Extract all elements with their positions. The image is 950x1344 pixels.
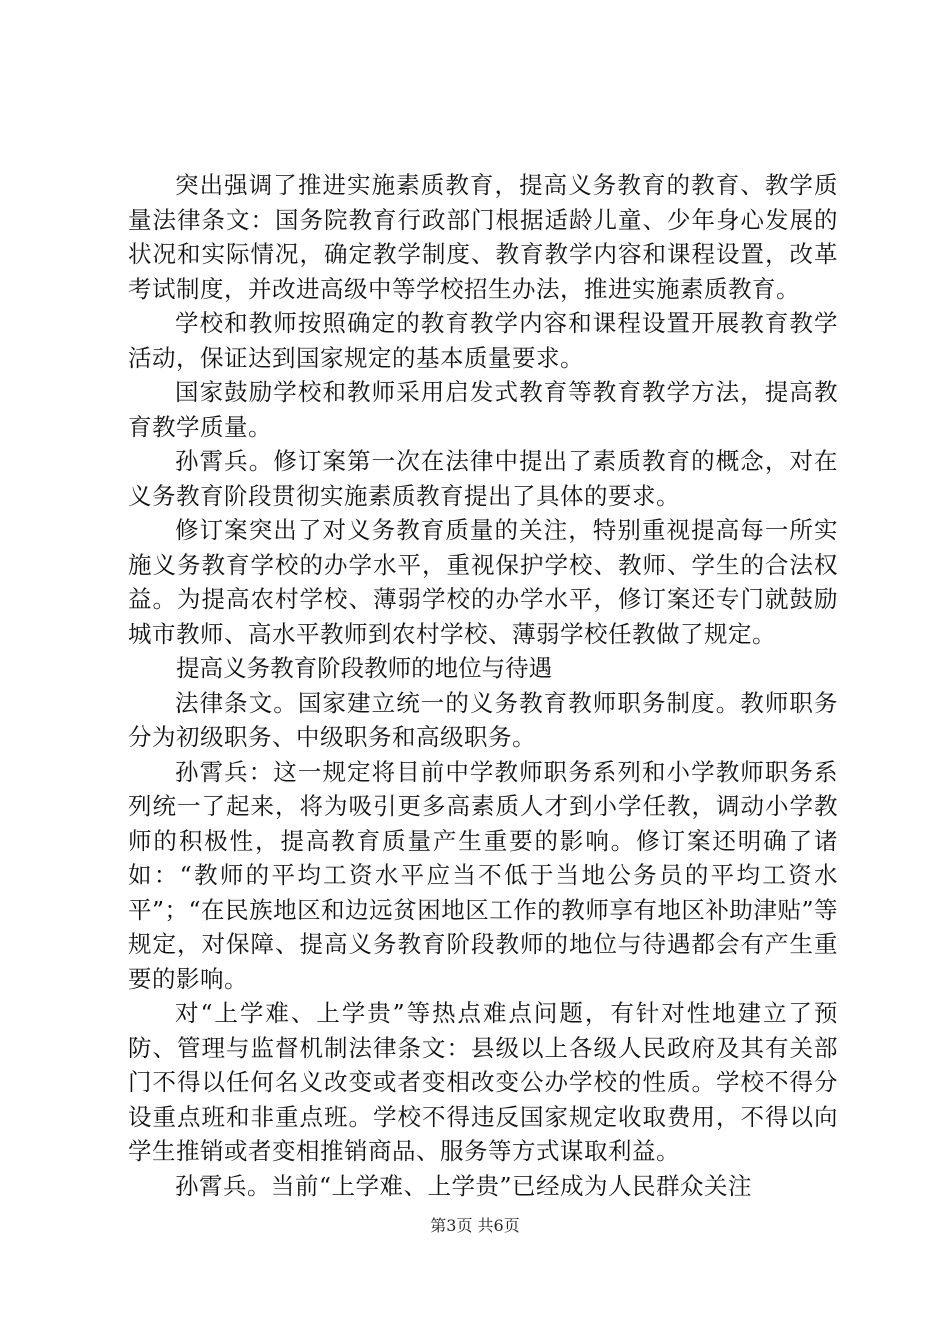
paragraph: 突出强调了推进实施素质教育，提高义务教育的教育、教学质量法律条文：国务院教育行政部门根据适龄儿童、少年身心发展的状况和实际情况，确定教学制度、教育教学内容和课程设置，改革考试制度，并改进高级中等学校招生办法，推进实施素质教育。 [128,171,838,303]
paragraph: 对“上学难、上学贵”等热点难点问题，有针对性地建立了预防、管理与监督机制法律条文：县级以上各级人民政府及其有关部门不得以任何名义改变或者变相改变公办学校的性质。学校不得分设重点班和非重点班。学校不得违反国家规定收取费用，不得以向学生推销或者变相推销商品、服务等方式谋取利益。 [128,999,838,1165]
paragraph: 学校和教师按照确定的教育教学内容和课程设置开展教育教学活动，保证达到国家规定的基本质量要求。 [128,309,838,372]
paragraph: 孙霄兵。当前“上学难、上学贵”已经成为人民群众关注 [175,1171,753,1200]
paragraph: 国家鼓励学校和教师采用启发式教育等教育教学方法，提高教育教学质量。 [128,378,838,441]
section-heading: 提高义务教育阶段教师的地位与待遇 [176,654,553,682]
page-number-footer: 第3页 共6页 [430,1216,520,1235]
paragraph: 孙霄兵。修订案第一次在法律中提出了素质教育的概念，对在义务教育阶段贯彻实施素质教育提出了具体的要求。 [128,447,838,510]
paragraph: 法律条文。国家建立统一的义务教育教师职务制度。教师职务分为初级职务、中级职务和高级职务。 [128,688,838,751]
document-body [128,168,838,1203]
paragraph: 孙霄兵：这一规定将目前中学教师职务系列和小学教师职务系列统一了起来，将为吸引更多高素质人才到小学任教，调动小学教师的积极性，提高教育质量产生重要的影响。修订案还明确了诸如：“教师的平均工资水平应当不低于当地公务员的平均工资水平”；“在民族地区和边远贫困地区工作的教师享有地区补助津贴”等规定，对保障、提高义务教育阶段教师的地位与待遇都会有产生重要的影响。 [128,757,838,993]
paragraph: 修订案突出了对义务教育质量的关注，特别重视提高每一所实施义务教育学校的办学水平，重视保护学校、教师、学生的合法权益。为提高农村学校、薄弱学校的办学水平，修订案还专门就鼓励城市教师、高水平教师到农村学校、薄弱学校任教做了规定。 [128,516,838,648]
